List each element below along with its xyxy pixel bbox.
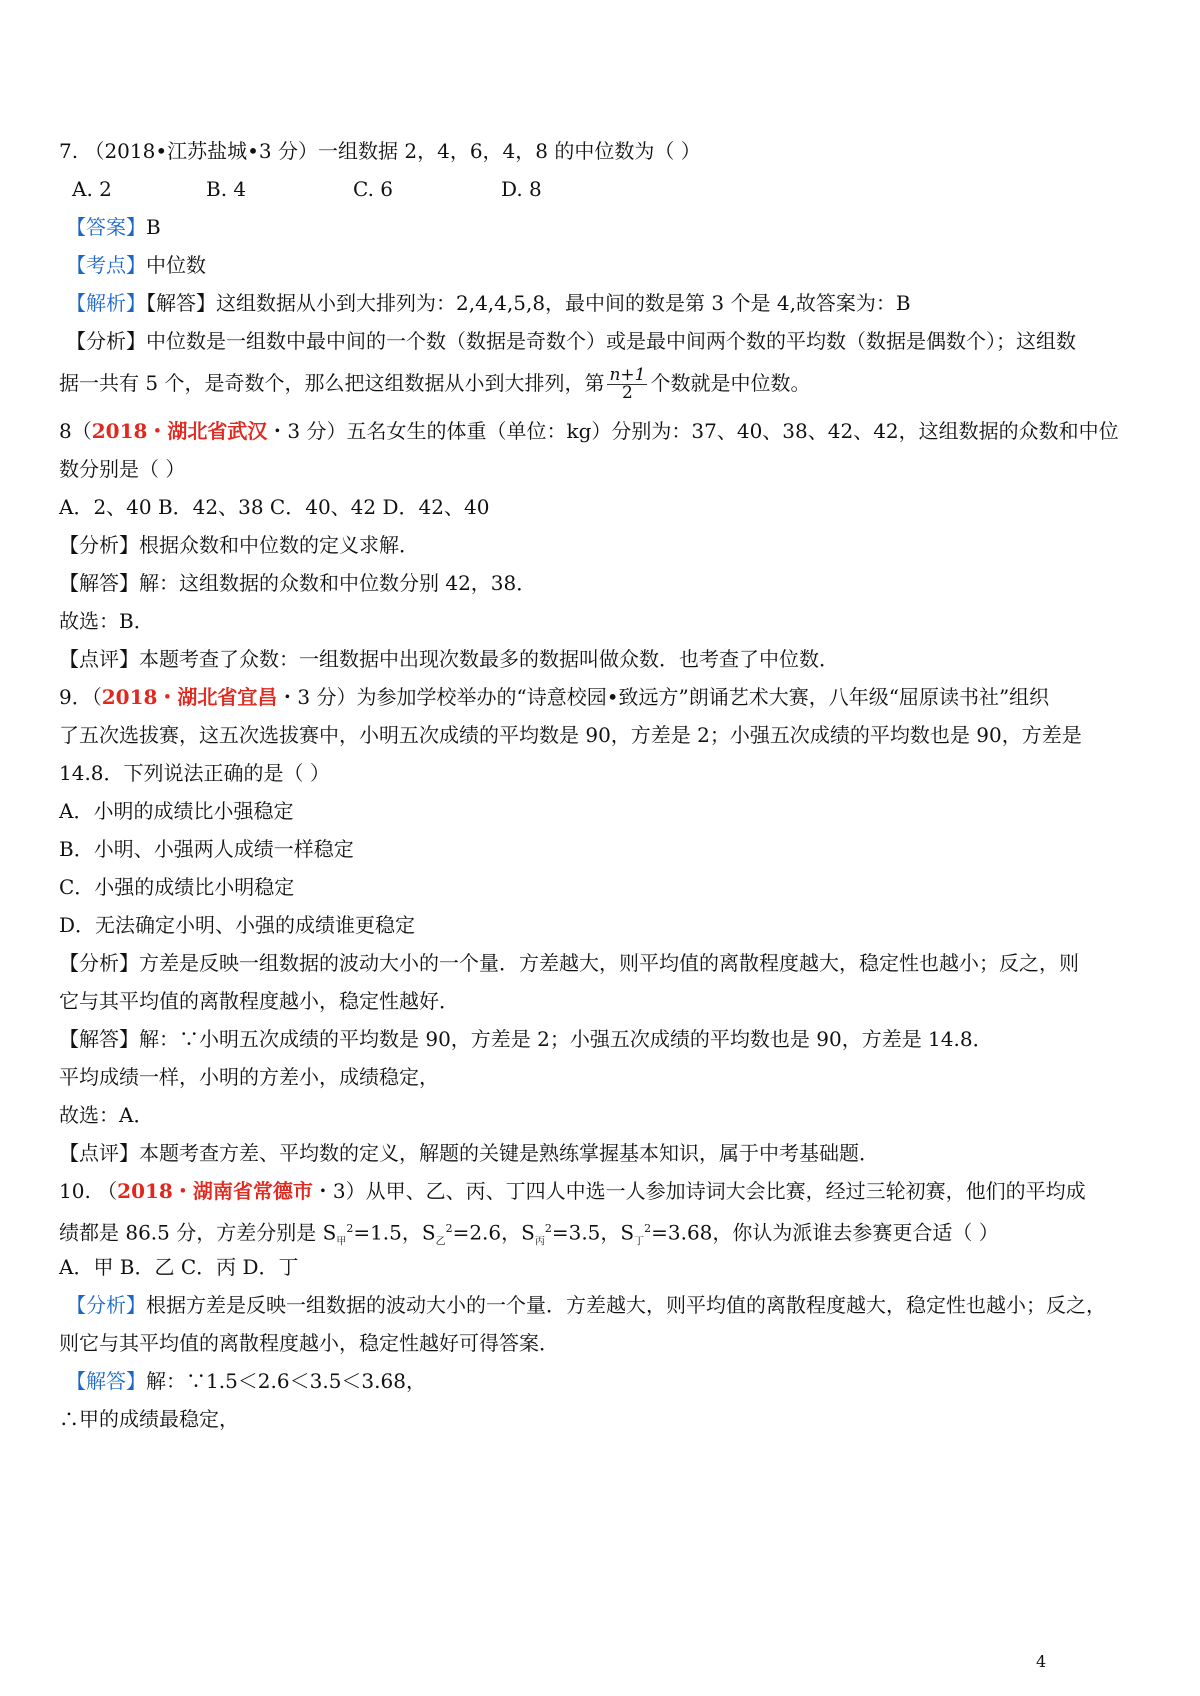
q8-analysis: 【分析】根据众数和中位数的定义求解． [59,533,419,557]
q10-solution-line2: ∴甲的成绩最稳定， [59,1407,239,1431]
analysis-tag: 【分析】 [66,1293,146,1317]
analysis-text: 根据方差是反映一组数据的波动大小的一个量．方差越大，则平均值的离散程度越大，稳定性也越小；反之， [146,1293,1106,1317]
superscript-2: 2 [445,1222,453,1235]
solution-tag: 【解答】 [66,1369,146,1393]
fraction-n-plus-1-over-2 [607,367,647,402]
superscript-2: 2 [346,1222,354,1235]
answer-tag: 【答案】 [66,215,146,239]
superscript-2: 2 [644,1222,652,1235]
q8-solution: 【解答】解：这组数据的众数和中位数分别 42，38． [59,571,537,595]
q9-option-a: A．小明的成绩比小强稳定 [59,799,294,823]
page-number: 4 [1036,1652,1047,1671]
q9-solution-line1: 【解答】解：∵小明五次成绩的平均数是 90，方差是 2；小强五次成绩的平均数也是 90，方差是 14.8． [59,1027,993,1051]
solution-text: 解：∵1.5＜2.6＜3.5＜3.68， [146,1369,426,1393]
q9-choice: 故选：A． [59,1103,154,1127]
q10-analysis-line2: 则它与其平均值的离散程度越小，稳定性越好可得答案． [59,1331,559,1355]
q9-stem [59,683,1049,711]
q9-solution-line2: 平均成绩一样，小明的方差小，成绩稳定， [59,1065,439,1089]
q7-note-text-b: 个数就是中位数。 [650,371,811,395]
q10-eq3: =3.5，S [551,1220,635,1245]
q9-analysis-line2: 它与其平均值的离散程度越小，稳定性越好． [59,989,459,1013]
q7-note-line1: 【分析】中位数是一组数中最中间的一个数（数据是奇数个）或是最中间两个数的平均数（数据是偶数个）；这组数 [66,329,1076,353]
q8-source: 2018・湖北省武汉 [91,419,268,443]
q10-stem-text: ・3）从甲、乙、丙、丁四人中选一人参加诗词大会比赛，经过三轮初赛，他们的平均成 [312,1179,1086,1203]
q8-comment: 【点评】本题考查了众数：一组数据中出现次数最多的数据叫做众数．也考查了中位数． [59,647,839,671]
q9-stem-line2: 了五次选拔赛，这五次选拔赛中，小明五次成绩的平均数是 90，方差是 2；小强五次成绩的平均数也是 90，方差是 [59,723,1082,747]
q10-analysis-line1 [66,1291,1106,1319]
q7-note-text-a: 据一共有 5 个，是奇数个，那么把这组数据从小到大排列，第 [59,371,605,395]
q7-stem: 7. （2018•江苏盐城•3 分）一组数据 2，4，6，4，8 的中位数为（ ） [59,139,701,163]
q7-answer [66,213,161,241]
subscript-bing: 丙 [534,1236,545,1248]
fraction-denominator: 2 [622,383,633,403]
q9-comment: 【点评】本题考查方差、平均数的定义，解题的关键是熟练掌握基本知识，属于中考基础题． [59,1141,879,1165]
q7-analysis [66,289,911,317]
q10-number: 10. （ [59,1179,118,1203]
subscript-ding: 丁 [634,1236,645,1248]
q9-number: 9．（ [59,685,102,709]
q7-option-d: D. 8 [501,177,542,201]
analysis-tag: 【解析】 [66,291,146,315]
q7-option-c: C. 6 [353,177,394,201]
q8-stem [59,417,1119,445]
q9-stem-text: ・3 分）为参加学校举办的“诗意校园•致远方”朗诵艺术大赛，八年级“屈原读书社”组织 [277,685,1050,709]
q10-eq4: =3.68，你认为派谁去参赛更合适（ ） [651,1220,999,1245]
q9-option-d: D．无法确定小明、小强的成绩谁更稳定 [59,913,416,937]
q10-variance-intro: 绩都是 86.5 分，方差分别是 S [59,1220,337,1245]
q7-option-b: B. 4 [206,177,247,201]
q8-stem-line2: 数分别是（ ） [59,457,186,481]
q8-stem-text: ・3 分）五名女生的体重（单位：kg）分别为：37、40、38、42、42，这组数据的众数和中位 [267,419,1119,443]
point-tag: 【考点】 [66,253,146,277]
q9-source: 2018・湖北省宜昌 [101,685,278,709]
subscript-jia: 甲 [336,1236,347,1248]
q10-solution-line1 [66,1367,426,1395]
q10-stem [59,1177,1086,1205]
q7-note-line2 [59,367,810,402]
q9-option-b: B．小明、小强两人成绩一样稳定 [59,837,354,861]
point-value: 中位数 [146,253,206,277]
q8-choice: 故选：B． [59,609,154,633]
superscript-2: 2 [544,1222,552,1235]
q7-options [72,175,542,203]
q10-source: 2018・湖南省常德市 [117,1179,313,1203]
q8-options: A．2、40 B．42、38 C．40、42 D．42、40 [59,495,490,519]
fraction-numerator: n+1 [609,365,646,385]
q7-point [66,251,206,279]
q9-analysis-line1: 【分析】方差是反映一组数据的波动大小的一个量．方差越大，则平均值的离散程度越大，稳定性也越小；反之，则 [59,951,1079,975]
q8-number: 8（ [59,419,92,443]
q10-options: A．甲 B．乙 C．丙 D．丁 [59,1255,299,1279]
q10-stem-line2 [59,1215,999,1257]
q10-eq2: =2.6，S [452,1220,535,1245]
analysis-text: 【解答】这组数据从小到大排列为：2,4,4,5,8，最中间的数是第 3 个是 4,故答案为：B [146,291,911,315]
q7-option-a: A. 2 [72,177,112,201]
q9-stem-line3: 14.8．下列说法正确的是（ ） [59,761,330,785]
q9-option-c: C．小强的成绩比小明稳定 [59,875,295,899]
q10-eq1: =1.5，S [353,1220,436,1245]
answer-value: B [146,215,161,239]
subscript-yi: 乙 [435,1236,446,1248]
